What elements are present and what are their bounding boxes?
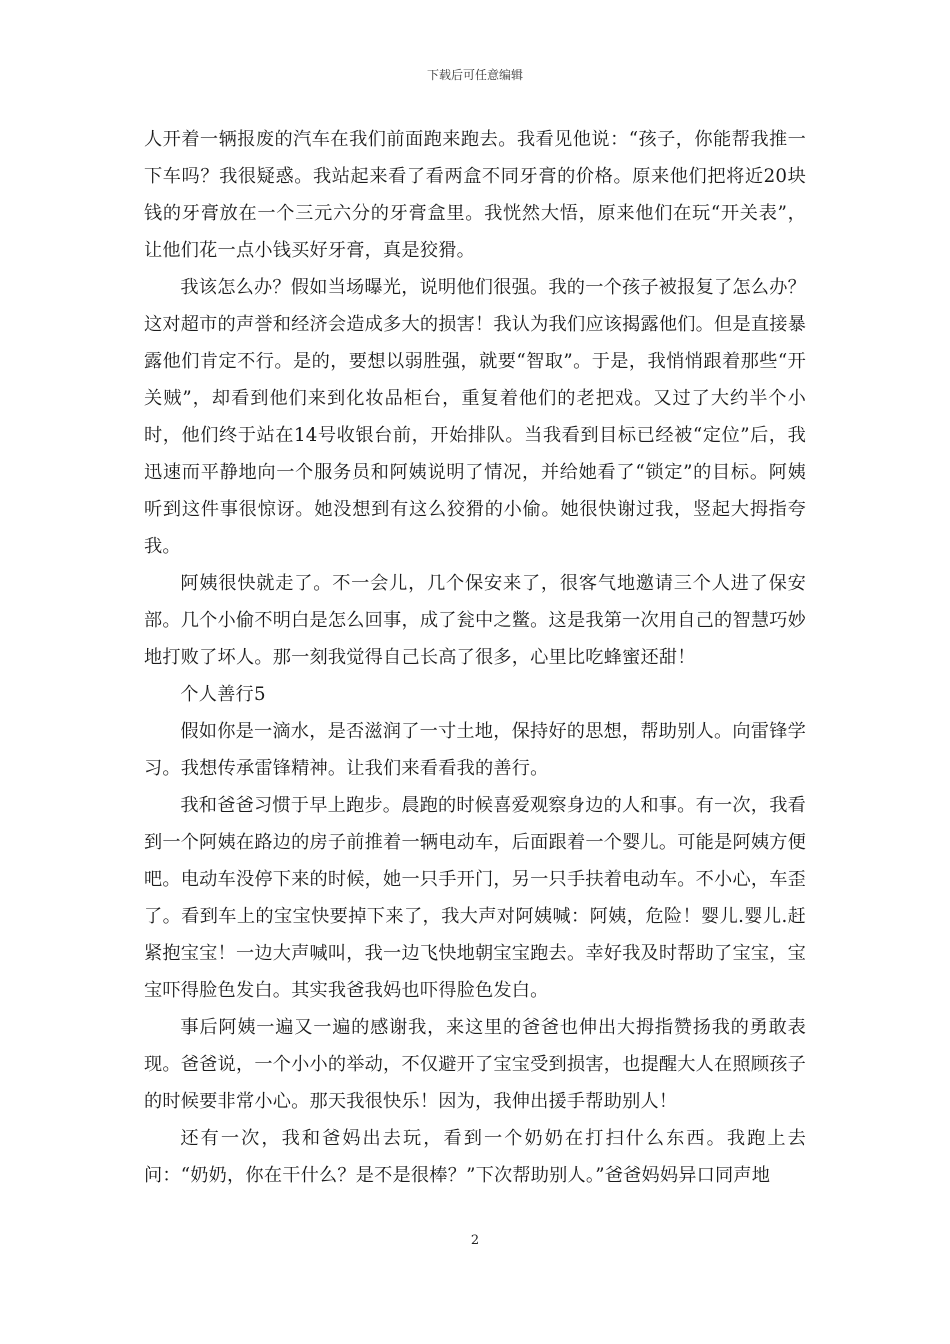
paragraph-5: 我和爸爸习惯于早上跑步。晨跑的时候喜爱观察身边的人和事。有一次，我看到一个阿姨在路边的房子前推着一辆电动车，后面跟着一个婴儿。可能是阿姨方便吧。电动车没停下来的时候，她一只手开门，另一只手扶着电动车。不小心，车歪了。看到车上的宝宝快要掉下来了，我大声对阿姨喊：阿姨，危险！婴儿.婴儿.赶紧抱宝宝！一边大声喊叫，我一边飞快地朝宝宝跑去。幸好我及时帮助了宝宝，宝宝吓得脸色发白。其实我爸我妈也吓得脸色发白。: [144, 795, 806, 1001]
page-header: 下载后可任意编辑: [426, 68, 523, 82]
paragraph-2: 我该怎么办？假如当场曝光，说明他们很强。我的一个孩子被报复了怎么办？这对超市的声誉和经济会造成多大的损害！我认为我们应该揭露他们。但是直接暴露他们肯定不行。是的，要想以弱胜强，就要“智取”。于是，我悄悄跟着那些“开关贼”，却看到他们来到化妆品柜台，重复着他们的老把戏。又过了大约半个小时，他们终于站在14号收银台前，开始排队。当我看到目标已经被“定位”后，我迅速而平静地向一个服务员和阿姨说明了情况，并给她看了“锁定”的目标。阿姨听到这件事很惊讶。她没想到有这么狡猾的小偷。她很快谢过我，竖起大拇指夸我。: [144, 277, 807, 557]
page-number: 2: [470, 1233, 480, 1248]
section-heading: 个人善行5: [180, 684, 266, 705]
paragraph-4: 假如你是一滴水，是否滋润了一寸土地，保持好的思想，帮助别人。向雷锋学习。我想传承雷锋精神。让我们来看看我的善行。: [144, 721, 806, 779]
document-body: [144, 121, 806, 1194]
paragraph-6: 事后阿姨一遍又一遍的感谢我，来这里的爸爸也伸出大拇指赞扬我的勇敢表现。爸爸说，一个小小的举动，不仅避开了宝宝受到损害，也提醒大人在照顾孩子的时候要非常小心。那天我很快乐！因为，我伸出援手帮助别人！: [144, 1017, 806, 1112]
paragraph-3: 阿姨很快就走了。不一会儿，几个保安来了，很客气地邀请三个人进了保安部。几个小偷不明白是怎么回事，成了瓮中之鳖。这是我第一次用自己的智慧巧妙地打败了坏人。那一刻我觉得自己长高了很多，心里比吃蜂蜜还甜！: [144, 573, 806, 668]
paragraph-1: 人开着一辆报废的汽车在我们前面跑来跑去。我看见他说：“孩子，你能帮我推一下车吗？我很疑惑。我站起来看了看两盒不同牙膏的价格。原来他们把将近20块钱的牙膏放在一个三元六分的牙膏盒里。我恍然大悟，原来他们在玩“开关表”，让他们花一点小钱买好牙膏，真是狡猾。: [144, 129, 806, 261]
paragraph-7: 还有一次，我和爸妈出去玩，看到一个奶奶在打扫什么东西。我跑上去问：“奶奶，你在干什么？是不是很棒？”下次帮助别人。”爸爸妈妈异口同声地: [144, 1128, 806, 1186]
